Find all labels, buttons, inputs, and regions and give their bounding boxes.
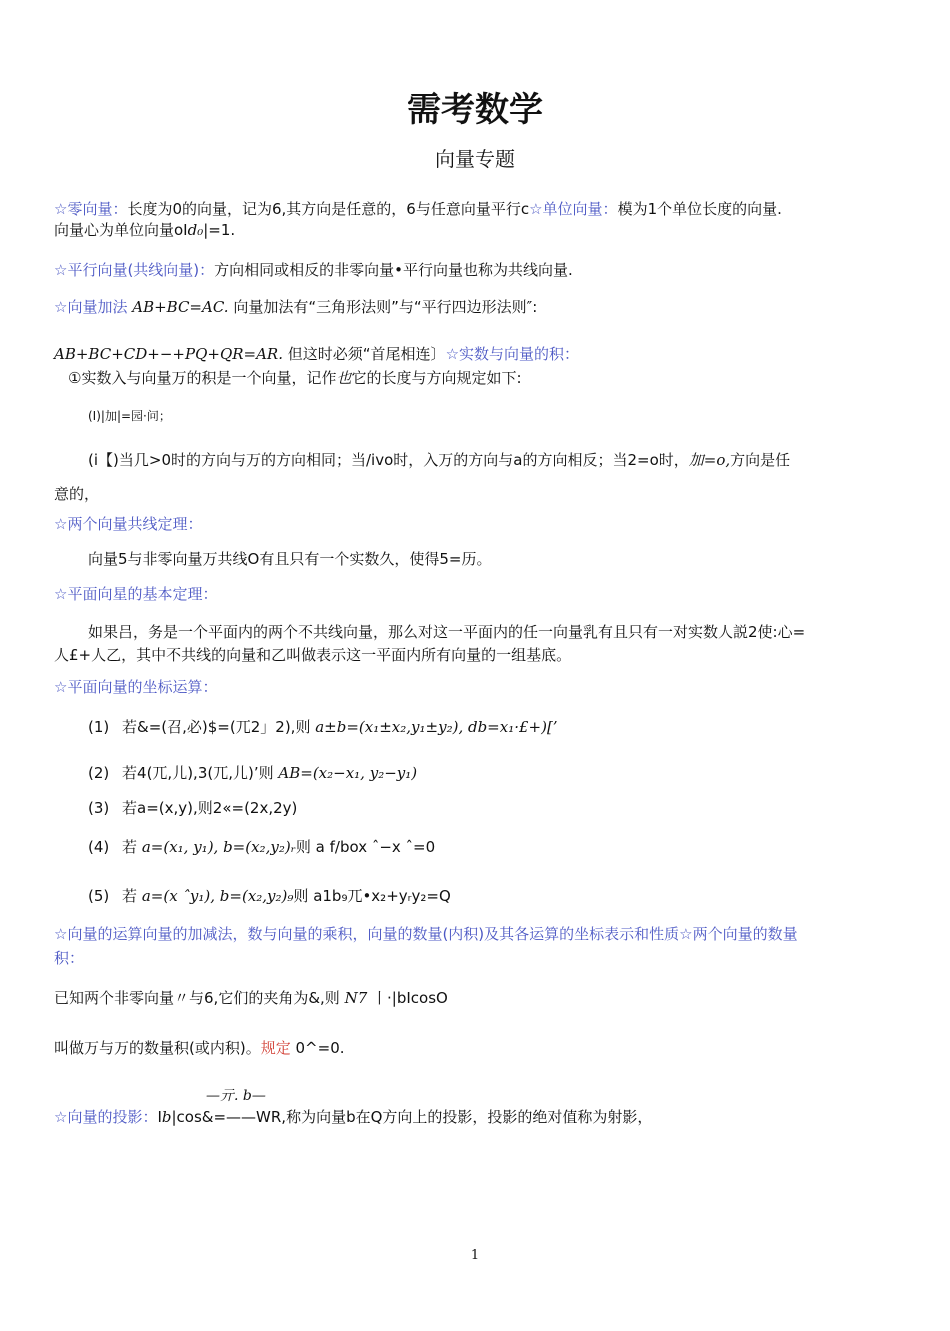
projection-symbol: b (161, 1108, 172, 1126)
basis-line-1: 如果吕，务是一个平面内的两个不共线向量，那么对这一平面内的任一向量乳有且只有一对实数人説2使:心= (88, 623, 806, 641)
page-subtitle: 向量专题 (435, 147, 515, 171)
unit-vector-label: ☆单位向量： (529, 200, 618, 218)
coord-item-2-pre: 若4(兀,儿),3(兀,儿)’则 (122, 764, 274, 782)
dot-line-1-end: 丨·|bIcosO (372, 989, 448, 1007)
scalar-sub-2-end: 方向是任 (730, 451, 791, 469)
coord-item-1-pre: 若&=(召,必)$=(兀2」2),则 (122, 718, 311, 736)
addition-label: ☆向量加法 (54, 298, 128, 316)
coord-item-2-formula: AB=(x₂−x₁, y₂−y₁) (278, 764, 418, 782)
addition-chain-line (54, 344, 579, 364)
coord-item-4-post: 则 a f/box ˆ−x ˆ=0 (295, 838, 436, 856)
coord-item-5-formula: a=(x ˆy₁), b=(x₂,y₂)₉ (141, 887, 294, 905)
page-title: 需考数学 (407, 90, 543, 130)
scalar-item-1-end: 它的长度与方向规定如下: (351, 369, 522, 387)
addition-text: 向量加法有“三角形法则”与“平行四边形法则″: (233, 298, 538, 316)
scalar-product-label: ☆实数与向量的积： (445, 345, 580, 363)
coord-item-5-num: (5) (88, 887, 110, 905)
parallel-vector-line (54, 260, 573, 280)
projection-line (54, 1107, 652, 1127)
scalar-sub-2 (88, 450, 790, 470)
zero-vector-label: ☆零向量： (54, 200, 128, 218)
coord-item-5-pre: 若 (122, 887, 138, 905)
coord-item-4 (88, 837, 435, 857)
unit-vector-def: 向量心为单位向量oI⁠ (54, 221, 188, 239)
collinear-text: 向量5与非零向量万共线O有且只有一个实数久，使得5=历。 (88, 550, 492, 568)
coord-item-3 (88, 798, 297, 818)
dot-line-1 (54, 988, 448, 1008)
dot-rule-label: 规定 (260, 1039, 291, 1057)
dot-line-1-symbol: N7 (344, 989, 368, 1007)
coord-item-4-formula: a=(x₁, y₁), b=(x₂,y₂)ᵣ (141, 838, 296, 856)
addition-chain-text: 但这时必须“首尾相连〕 (287, 345, 446, 363)
coord-item-2 (88, 763, 417, 783)
dot-line-2-end: 0^=0. (295, 1039, 345, 1057)
coord-item-4-pre: 若 (122, 838, 138, 856)
projection-text-a: I (157, 1108, 162, 1126)
coord-item-5-post: 则 a1b₉兀•x₂+yᵣy₂=Q (293, 887, 451, 905)
unit-vector-text: 模为1个单位长度的向量. (617, 200, 782, 218)
scalar-item-1-text: ①实数入与向量万的积是一个向量，记作 (68, 369, 337, 387)
coord-item-3-num: (3) (88, 799, 110, 817)
collinear-label: ☆两个向量共线定理： (54, 515, 203, 533)
addition-formula: AB+BC=AC. (132, 298, 229, 316)
parallel-label: ☆平行向量(共线向量)： (54, 261, 215, 279)
scalar-item-1-symbol: 也 (336, 369, 352, 387)
ops-line-2: 积： (54, 949, 85, 967)
projection-overline: —亓. b— (206, 1088, 266, 1104)
coord-item-3-pre: 若a=(x,y),则2«=(2x,2y) (122, 799, 298, 817)
dot-line-2-text: 叫做万与万的数量积(或内积)。 (54, 1039, 261, 1057)
unit-vector-end: |=1. (203, 221, 236, 239)
scalar-sub-2-cont: 意的， (54, 485, 100, 503)
scalar-sub-2-symbol: 加=o, (688, 451, 731, 469)
coord-item-4-num: (4) (88, 838, 110, 856)
scalar-item-1 (68, 368, 522, 388)
coord-item-5 (88, 886, 451, 906)
zero-vector-line (54, 199, 782, 219)
coord-item-2-num: (2) (88, 764, 110, 782)
coords-label: ☆平面向量的坐标运算： (54, 678, 218, 696)
scalar-sub-1: (I)|加|=园·问； (88, 409, 171, 423)
zero-vector-text: 长度为0的向量，记为6,其方向是任意的，6与任意向量平行c (127, 200, 530, 218)
dot-line-2 (54, 1038, 345, 1058)
coord-item-1 (88, 717, 558, 737)
parallel-text: 方向相同或相反的非零向量•平行向量也称为共线向量. (214, 261, 573, 279)
projection-text: |cos&=——WR,称为向量b在Q方向上的投影，投影的绝对值称为射影， (171, 1108, 653, 1126)
addition-line (54, 297, 537, 317)
addition-chain-formula: AB+BC+CD+−+PQ+QR=AR. (54, 345, 283, 363)
dot-line-1-text: 已知两个非零向量〃与6,它们的夹角为&,则 (54, 989, 340, 1007)
unit-vector-line (54, 220, 235, 240)
basis-label: ☆平面向星的基本定理： (54, 585, 218, 603)
page-number: 1 (470, 1248, 480, 1263)
coord-item-1-num: (1) (88, 718, 110, 736)
ops-line-1: ☆向量的运算向量的加减法，数与向量的乘积，向量的数量(内积)及其各运算的坐标表示和性质☆两个向量的数量 (54, 925, 798, 943)
basis-line-2: 人£+人乙，其中不共线的向量和乙叫做表示这一平面内所有向量的一组基底。 (54, 646, 572, 664)
projection-label: ☆向量的投影： (54, 1108, 158, 1126)
coord-item-1-formula: a±b=(x₁±x₂,y₁±y₂), db=x₁·£+)[’ (315, 718, 558, 736)
scalar-sub-2-text: (i【)当几>0时的方向与万的方向相同；当/ivo时，入万的方向与a的方向相反；当2=o时， (88, 451, 689, 469)
unit-vector-symbol: d₀ (187, 221, 204, 239)
